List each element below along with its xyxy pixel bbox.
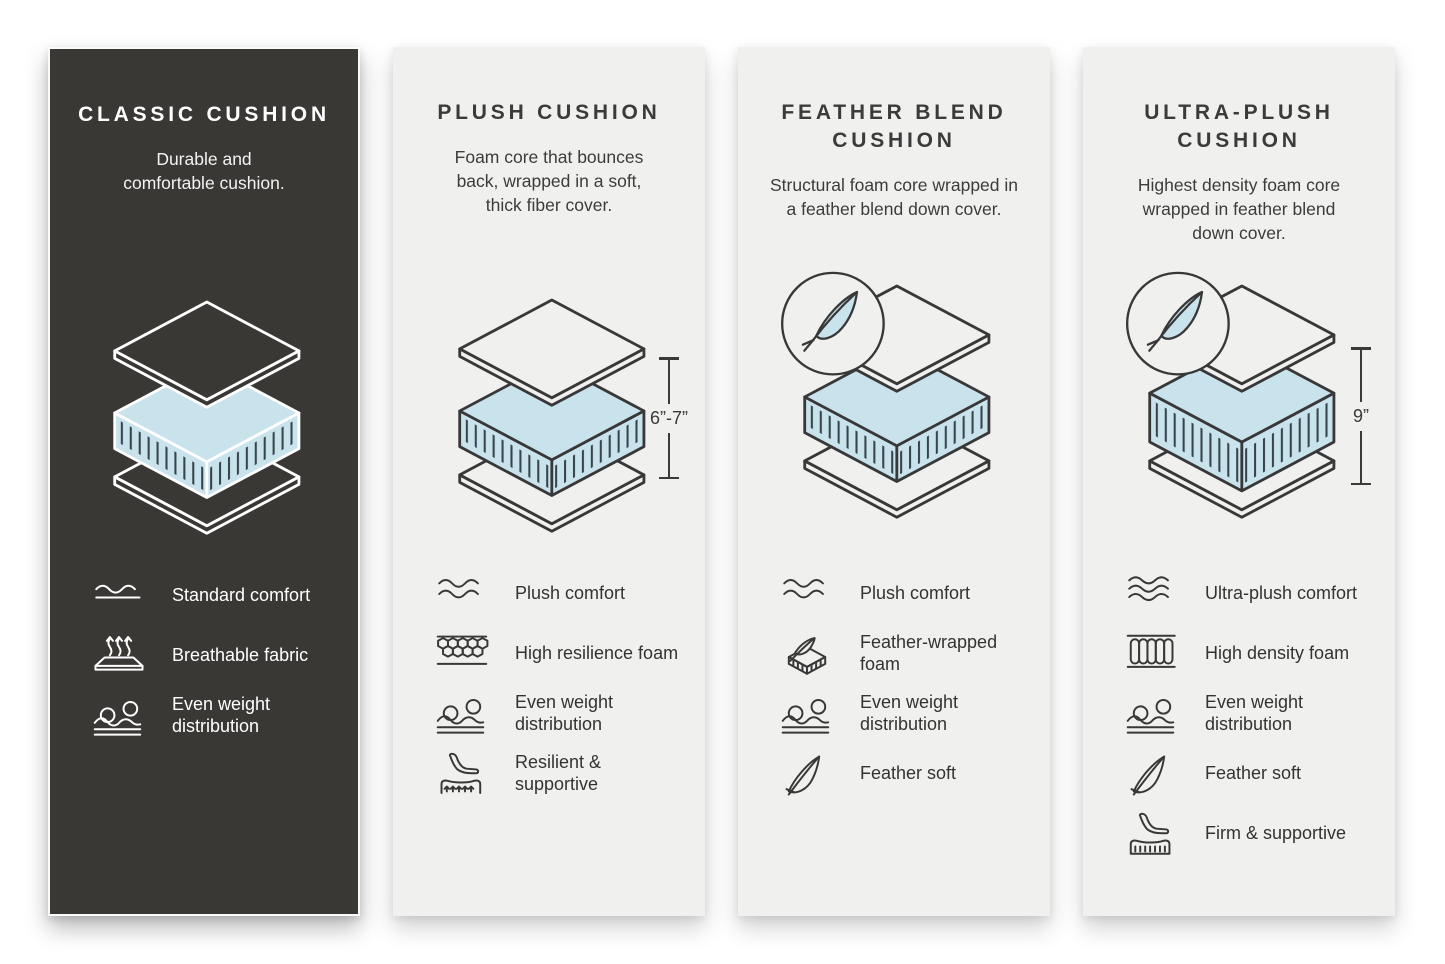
height-measurement bbox=[641, 357, 697, 479]
icon-box bbox=[433, 752, 491, 796]
cushion-diagram-zone bbox=[50, 249, 358, 574]
feature-list bbox=[393, 572, 705, 796]
even-weight-icon bbox=[779, 692, 835, 736]
measurement-label: 6”-7” bbox=[649, 407, 688, 428]
even-weight-icon bbox=[434, 692, 490, 736]
feature-row bbox=[778, 692, 1034, 736]
feature-row bbox=[433, 752, 689, 796]
feature-label: Ultra-plush comfort bbox=[1205, 583, 1358, 604]
breathable-fabric-icon bbox=[91, 634, 147, 678]
icon-box bbox=[1123, 632, 1181, 676]
honeycomb-foam-icon bbox=[434, 632, 490, 676]
feather-icon bbox=[1124, 752, 1180, 796]
icon-box bbox=[433, 632, 491, 676]
feature-row bbox=[433, 692, 689, 736]
feature-row bbox=[778, 632, 1034, 676]
feature-label: Plush comfort bbox=[515, 583, 626, 604]
feature-row bbox=[1123, 572, 1379, 616]
feature-label: Even weight distribution bbox=[172, 694, 271, 736]
feature-label: Feather soft bbox=[860, 763, 957, 784]
cushion-diagram-zone bbox=[393, 247, 705, 572]
card-header bbox=[738, 47, 1050, 247]
card-title: ULTRA-PLUSH CUSHION bbox=[1144, 101, 1334, 152]
card-header bbox=[393, 47, 705, 247]
card-description: Foam core that bounces back, wrapped in a soft, thick fiber cover. bbox=[454, 146, 644, 216]
card-description: Structural foam core wrapped in a feather blend down cover. bbox=[769, 174, 1019, 219]
measure-line bbox=[668, 360, 671, 404]
feature-row bbox=[1123, 692, 1379, 736]
card-header bbox=[1083, 47, 1395, 247]
measure-line bbox=[668, 433, 671, 477]
card-description: Durable and comfortable cushion. bbox=[123, 148, 285, 194]
feather-wrapped-foam-icon bbox=[779, 632, 835, 676]
card-description: Highest density foam core wrapped in feather blend down cover. bbox=[1137, 174, 1341, 244]
icon-box bbox=[778, 692, 836, 736]
icon-box bbox=[90, 694, 148, 738]
feature-list bbox=[1083, 572, 1395, 856]
wave-double-icon bbox=[434, 572, 490, 616]
feature-row bbox=[433, 632, 689, 676]
even-weight-icon bbox=[1124, 692, 1180, 736]
card-ultra-plush-cushion bbox=[1083, 47, 1395, 916]
layered-cushion-diagram-feather-badge bbox=[1121, 271, 1357, 521]
feature-row bbox=[778, 572, 1034, 616]
card-header bbox=[50, 49, 358, 249]
feature-label: Firm & supportive bbox=[1205, 823, 1347, 844]
height-measurement bbox=[1333, 347, 1389, 485]
feather-badge-icon bbox=[782, 273, 884, 375]
measure-line bbox=[1360, 431, 1363, 483]
feature-row bbox=[90, 574, 342, 618]
feature-row bbox=[1123, 812, 1379, 856]
layered-cushion-diagram-feather-badge bbox=[776, 271, 1012, 521]
measurement-label: 9” bbox=[1352, 405, 1369, 426]
card-plush-cushion bbox=[393, 47, 705, 916]
cushion-diagram-zone bbox=[738, 247, 1050, 572]
card-title: FEATHER BLEND CUSHION bbox=[781, 101, 1007, 152]
card-title: PLUSH CUSHION bbox=[437, 101, 661, 124]
measure-cap-bottom bbox=[1351, 483, 1371, 486]
feature-row bbox=[90, 634, 342, 678]
feature-list bbox=[50, 574, 358, 738]
wave-triple-icon bbox=[1124, 572, 1180, 616]
icon-box bbox=[433, 572, 491, 616]
feature-label: Feather soft bbox=[1205, 763, 1302, 784]
feature-label: Even weight distribution bbox=[860, 692, 959, 734]
feature-label: Even weight distribution bbox=[515, 692, 614, 734]
feature-label: High density foam bbox=[1205, 643, 1350, 664]
layered-cushion-diagram bbox=[86, 287, 322, 537]
firm-supportive-icon bbox=[1124, 812, 1180, 856]
feature-label: Feather-wrapped foam bbox=[860, 632, 998, 674]
feature-label: Even weight distribution bbox=[1205, 692, 1304, 734]
feature-label: High resilience foam bbox=[515, 643, 679, 664]
feature-row bbox=[1123, 632, 1379, 676]
icon-box bbox=[1123, 572, 1181, 616]
icon-box bbox=[1123, 752, 1181, 796]
icon-box bbox=[433, 692, 491, 736]
feather-badge-icon bbox=[1127, 273, 1229, 375]
measure-cap-bottom bbox=[659, 477, 679, 480]
feature-row bbox=[433, 572, 689, 616]
icon-box bbox=[778, 572, 836, 616]
icon-box bbox=[90, 634, 148, 678]
icon-box bbox=[778, 632, 836, 676]
even-weight-icon bbox=[91, 694, 147, 738]
icon-box bbox=[778, 752, 836, 796]
feature-row bbox=[778, 752, 1034, 796]
feature-label: Resilient & supportive bbox=[515, 752, 602, 794]
feature-row bbox=[90, 694, 342, 738]
feature-label: Plush comfort bbox=[860, 583, 971, 604]
resilient-supportive-icon bbox=[434, 752, 490, 796]
wave-single-icon bbox=[91, 574, 147, 618]
cushion-diagram-zone bbox=[1083, 247, 1395, 572]
card-classic-cushion bbox=[48, 47, 360, 916]
high-density-foam-icon bbox=[1124, 632, 1180, 676]
card-title: CLASSIC CUSHION bbox=[78, 103, 330, 126]
icon-box bbox=[90, 574, 148, 618]
feature-label: Breathable fabric bbox=[172, 645, 309, 666]
feature-label: Standard comfort bbox=[172, 585, 311, 606]
feature-list bbox=[738, 572, 1050, 796]
icon-box bbox=[1123, 812, 1181, 856]
wave-double-icon bbox=[779, 572, 835, 616]
icon-box bbox=[1123, 692, 1181, 736]
feather-icon bbox=[779, 752, 835, 796]
layered-cushion-diagram bbox=[431, 285, 667, 535]
measure-line bbox=[1360, 350, 1363, 402]
feature-row bbox=[1123, 752, 1379, 796]
card-feather-blend-cushion bbox=[738, 47, 1050, 916]
